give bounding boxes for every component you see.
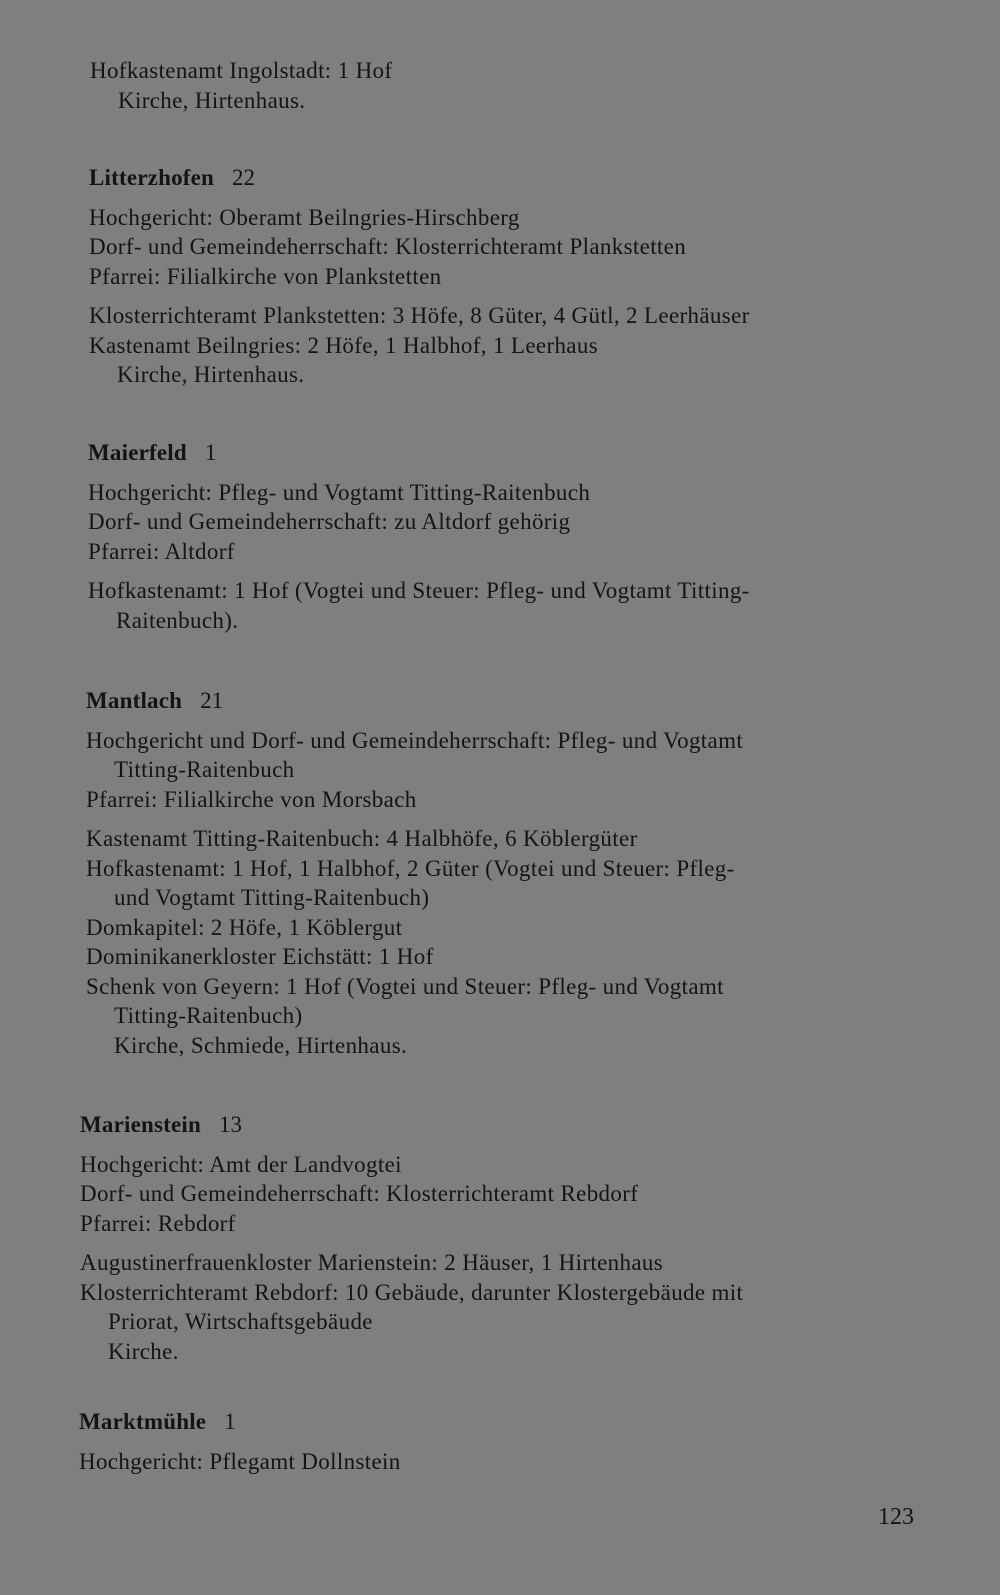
text-line: Kastenamt Titting-Raitenbuch: 4 Halbhöfe, 6 Köblergüter: [86, 826, 638, 851]
text-line: Hofkastenamt: 1 Hof, 1 Halbhof, 2 Güter (Vogtei und Steuer: Pfleg-: [86, 855, 735, 881]
text-line: Hochgericht: Pflegamt Dollnstein: [79, 1448, 401, 1474]
entry-count: 21: [200, 688, 224, 713]
entry-name: Maierfeld: [88, 440, 187, 465]
text-line: Kastenamt Beilngries: 2 Höfe, 1 Halbhof, 1 Leerhaus: [89, 332, 599, 358]
entry-litterzhofen: [89, 163, 949, 390]
text-line: und Vogtamt Titting-Raitenbuch): [114, 885, 430, 910]
entry-maierfeld: [88, 438, 948, 635]
text-line: Dorf- und Gemeindeherrschaft: Klosterrichteramt Rebdorf: [80, 1181, 639, 1206]
text-line: Kirche, Hirtenhaus.: [117, 362, 305, 387]
text-line: Kirche.: [108, 1338, 179, 1364]
text-line: Hochgericht: Oberamt Beilngries-Hirschberg: [89, 204, 520, 230]
entry-title: [80, 1110, 940, 1140]
entry-count: 1: [204, 440, 217, 465]
text-line: Pfarrei: Rebdorf: [80, 1210, 236, 1236]
text-line: Augustinerfrauenkloster Marienstein: 2 Häuser, 1 Hirtenhaus: [80, 1250, 664, 1275]
text-line: Hochgericht: Pfleg- und Vogtamt Titting-Raitenbuch: [88, 479, 591, 505]
text-line: Klosterrichteramt Plankstetten: 3 Höfe, 8 Güter, 4 Gütl, 2 Leerhäuser: [89, 303, 750, 328]
text-line: Titting-Raitenbuch): [114, 1003, 303, 1028]
entry-count: 13: [219, 1112, 243, 1137]
entry-name: Mantlach: [86, 688, 183, 713]
text-line: Hofkastenamt Ingolstadt: 1 Hof: [90, 58, 393, 83]
page-number: 123: [878, 1504, 914, 1530]
entry-name: Litterzhofen: [89, 165, 215, 190]
text-line: Dorf- und Gemeindeherrschaft: zu Altdorf gehörig: [88, 509, 571, 534]
text-line: Schenk von Geyern: 1 Hof (Vogtei und Steuer: Pfleg- und Vogtamt: [86, 973, 724, 999]
text-line: Dominikanerkloster Eichstätt: 1 Hof: [86, 944, 434, 969]
entry-mantlach: [86, 686, 946, 1060]
entry-name: Marktmühle: [79, 1409, 207, 1434]
text-line: Hofkastenamt: 1 Hof (Vogtei und Steuer: Pfleg- und Vogtamt Titting-: [88, 578, 750, 603]
entry-title: [79, 1407, 939, 1437]
text-line: Pfarrei: Filialkirche von Plankstetten: [89, 263, 442, 289]
text-line: Domkapitel: 2 Höfe, 1 Köblergut: [86, 914, 403, 940]
entry-title: [89, 163, 949, 193]
text-line: Kirche, Schmiede, Hirtenhaus.: [114, 1032, 408, 1058]
entry-title: [86, 686, 946, 716]
entry-count: 22: [232, 165, 256, 190]
text-line: Raitenbuch).: [116, 607, 239, 633]
text-line: Priorat, Wirtschaftsgebäude: [108, 1309, 373, 1334]
text-line: Titting-Raitenbuch: [114, 757, 295, 782]
entry-name: Marienstein: [80, 1112, 202, 1137]
entry-title: [88, 438, 948, 468]
text-line: Dorf- und Gemeindeherrschaft: Klosterrichteramt Plankstetten: [89, 234, 687, 259]
text-line: Hochgericht und Dorf- und Gemeindeherrschaft: Pfleg- und Vogtamt: [86, 727, 744, 753]
text-line: Hochgericht: Amt der Landvogtei: [80, 1151, 402, 1177]
entry-marienstein: [80, 1110, 940, 1366]
entry-count: 1: [224, 1409, 236, 1434]
intro-block: [90, 56, 950, 115]
text-line: Pfarrei: Altdorf: [88, 538, 235, 564]
text-line: Klosterrichteramt Rebdorf: 10 Gebäude, darunter Klostergebäude mit: [80, 1279, 744, 1305]
text-line: Pfarrei: Filialkirche von Morsbach: [86, 786, 417, 812]
entry-marktmuehle: [79, 1407, 939, 1476]
text-line: Kirche, Hirtenhaus.: [118, 87, 306, 113]
